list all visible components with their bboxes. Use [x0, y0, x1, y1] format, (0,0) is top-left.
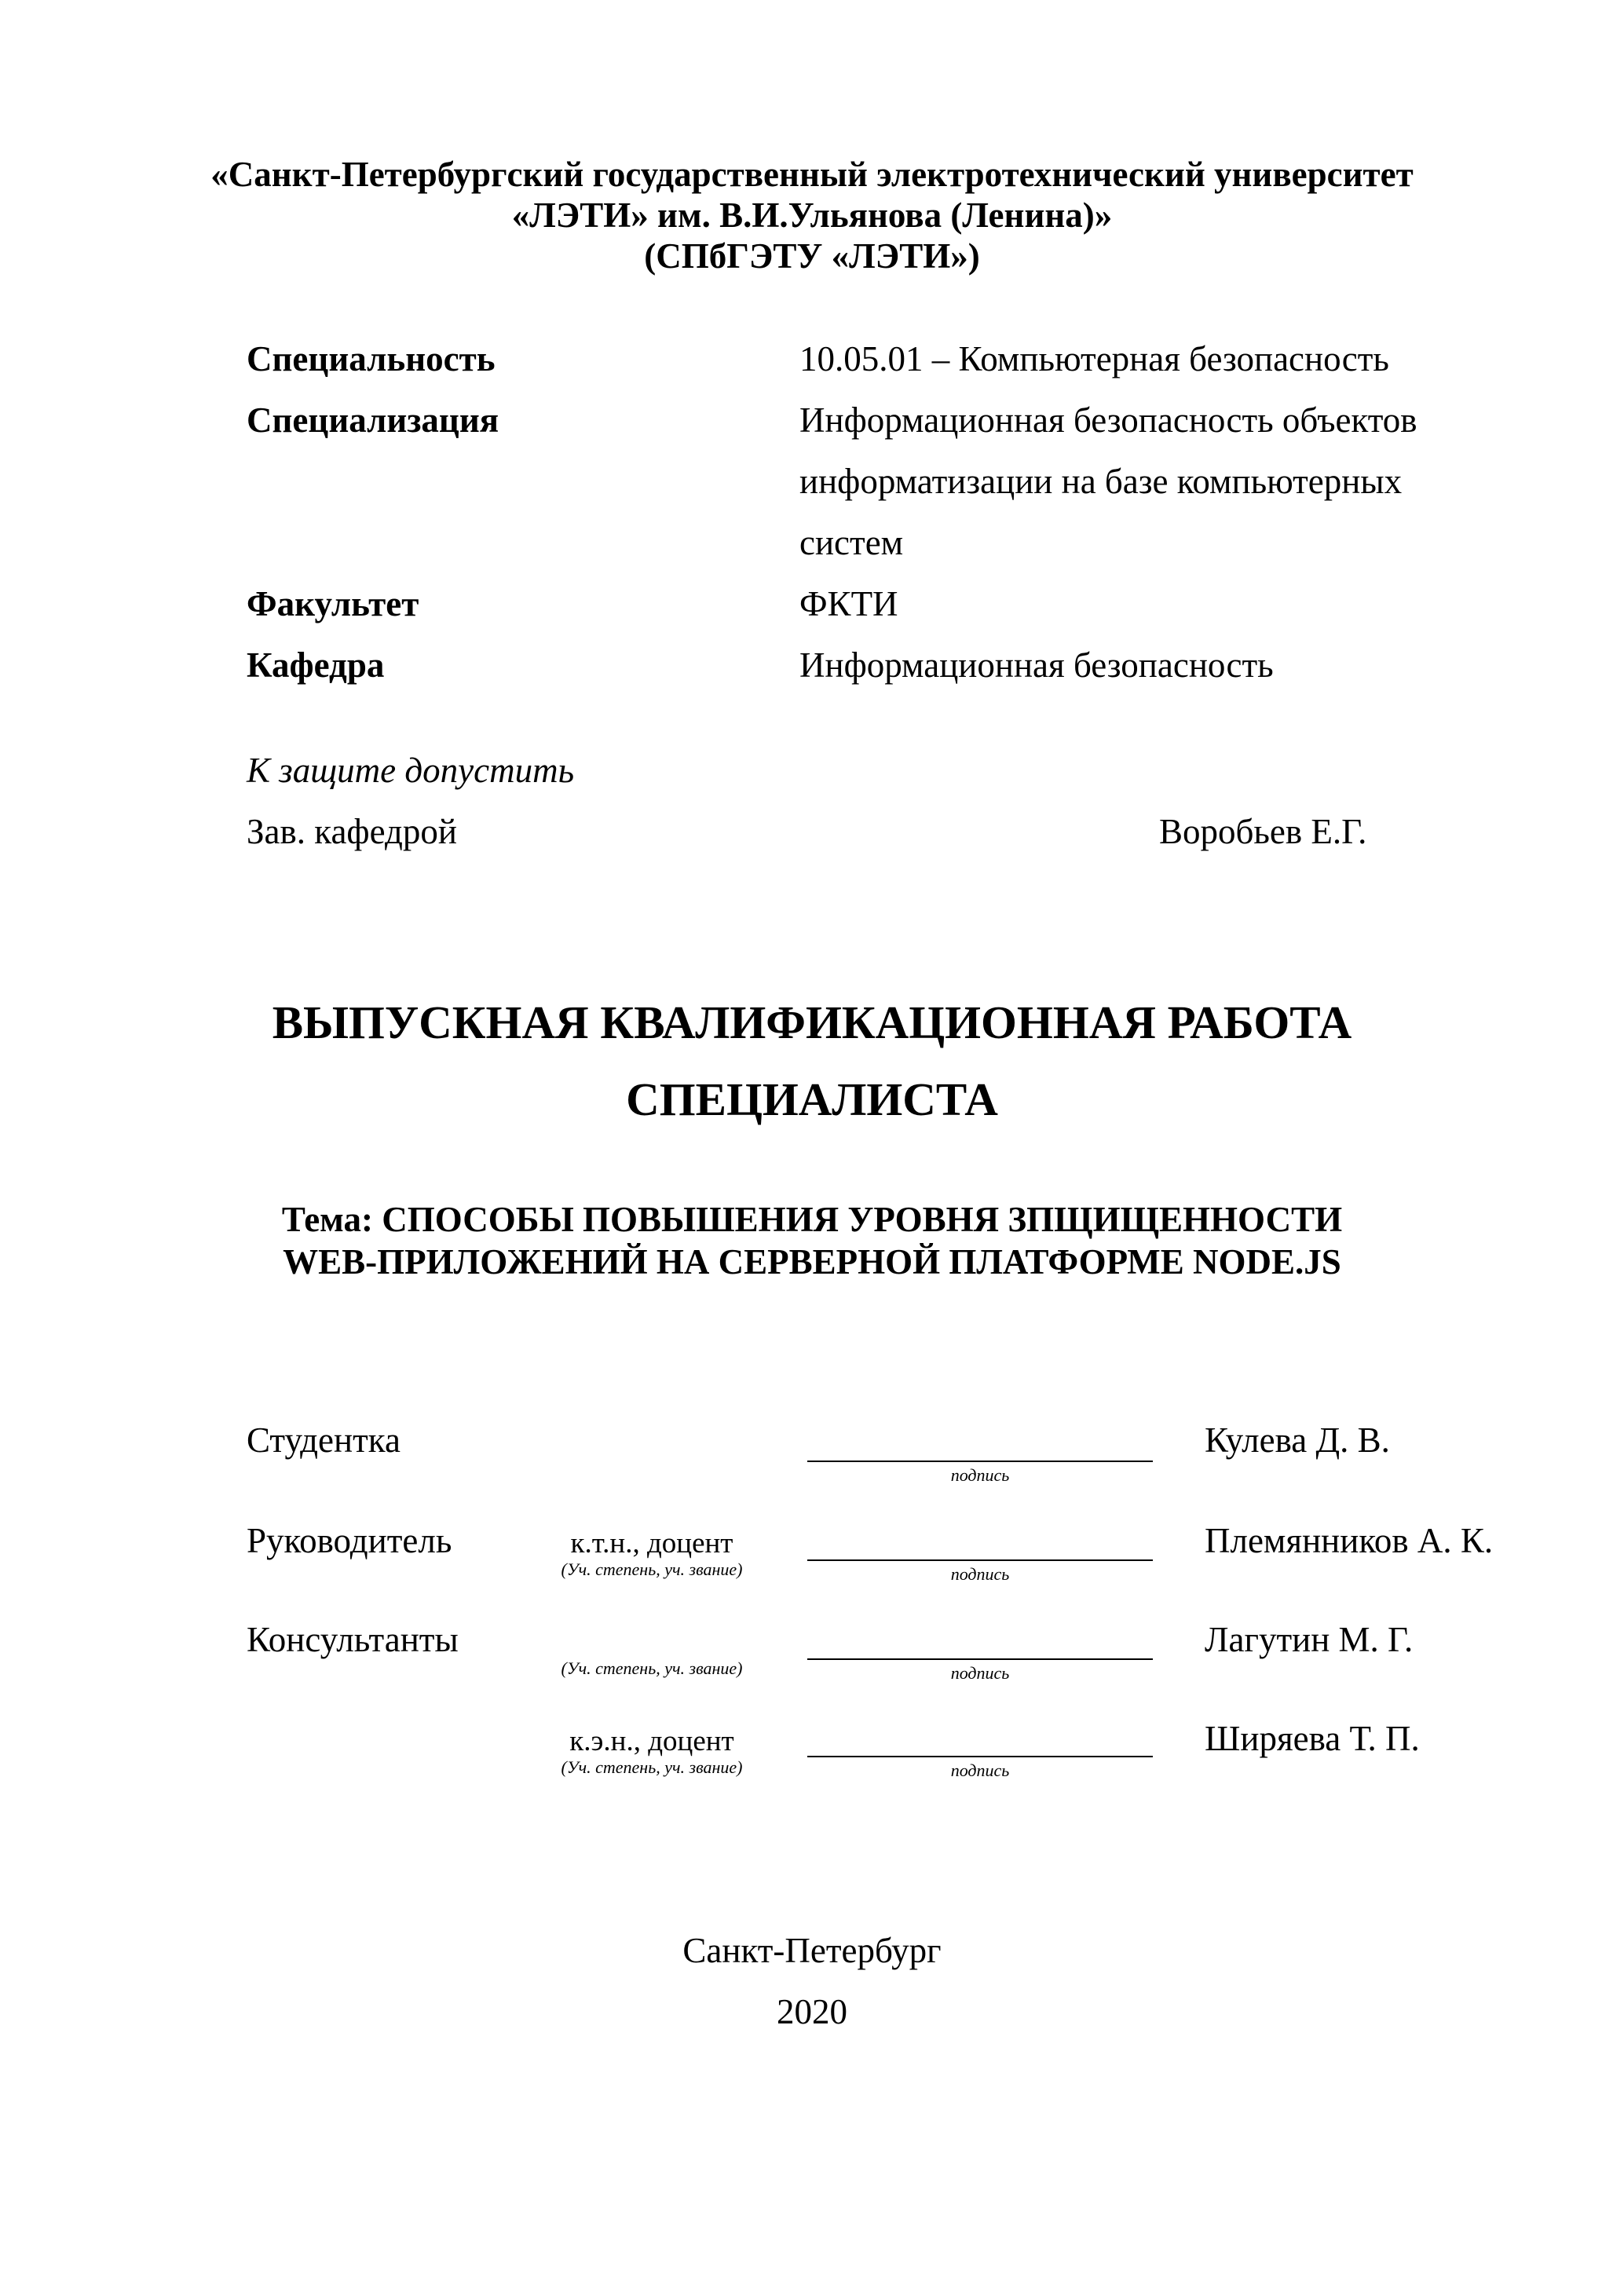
consultant2-degree: к.э.н., доцент [569, 1725, 734, 1757]
admit-to-defense-text: К защите допустить [247, 751, 575, 790]
specialization-value-line-3: систем [799, 523, 904, 562]
student-role: Студентка [247, 1420, 401, 1460]
specialization-value-line-2: информатизации на базе компьютерных [799, 462, 1403, 501]
city: Санкт-Петербург [682, 1931, 942, 1970]
student-name: Кулева Д. В. [1205, 1420, 1390, 1460]
department-label: Кафедра [247, 645, 385, 685]
student-signature-caption: подпись [950, 1465, 1010, 1485]
specialty-label: Специальность [247, 339, 496, 378]
university-name-line-2: «ЛЭТИ» им. В.И.Ульянова (Ленина)» [511, 196, 1113, 235]
supervisor-signature-caption: подпись [950, 1564, 1010, 1584]
supervisor-degree: к.т.н., доцент [570, 1527, 733, 1559]
specialization-value-line-1: Информационная безопасность объектов [799, 400, 1417, 440]
topic-line-1: Тема: СПОСОБЫ ПОВЫШЕНИЯ УРОВНЯ ЗПЩИЩЕННОСТИ [281, 1200, 1343, 1239]
supervisor-signature-line [807, 1559, 1153, 1561]
supervisor-degree-caption: (Уч. степень, уч. звание) [561, 1559, 743, 1579]
supervisor-name: Племянников А. К. [1205, 1521, 1494, 1560]
student-signature-line [807, 1461, 1153, 1462]
supervisor-role: Руководитель [247, 1521, 452, 1560]
consultant1-name: Лагутин М. Г. [1205, 1620, 1414, 1659]
faculty-value: ФКТИ [799, 584, 898, 623]
year: 2020 [777, 1992, 847, 2031]
work-title-line-2: СПЕЦИАЛИСТА [626, 1073, 998, 1125]
head-of-department-label: Зав. кафедрой [247, 812, 457, 851]
specialization-label: Специализация [247, 400, 499, 440]
university-abbreviation: (СПбГЭТУ «ЛЭТИ») [644, 236, 980, 276]
work-title-line-1: ВЫПУСКНАЯ КВАЛИФИКАЦИОННАЯ РАБОТА [272, 996, 1352, 1048]
topic-line-2: WEB-ПРИЛОЖЕНИЙ НА СЕРВЕРНОЙ ПЛАТФОРМЕ NODE.JS [283, 1242, 1341, 1281]
department-value: Информационная безопасность [799, 645, 1274, 685]
consultant1-signature-caption: подпись [950, 1663, 1010, 1683]
consultants-role: Консультанты [247, 1620, 459, 1659]
consultant1-signature-line [807, 1658, 1153, 1660]
consultant2-signature-caption: подпись [950, 1760, 1010, 1780]
head-of-department-name: Воробьев Е.Г. [1159, 812, 1367, 851]
consultant2-signature-line [807, 1756, 1153, 1757]
consultant2-name: Ширяева Т. П. [1205, 1719, 1420, 1758]
faculty-label: Факультет [247, 584, 419, 623]
university-name-line-1: «Санкт-Петербургский государственный электротехнический университет [210, 155, 1414, 194]
specialty-value: 10.05.01 – Компьютерная безопасность [799, 339, 1389, 378]
consultant1-degree-caption: (Уч. степень, уч. звание) [561, 1658, 743, 1678]
consultant2-degree-caption: (Уч. степень, уч. звание) [561, 1757, 743, 1777]
